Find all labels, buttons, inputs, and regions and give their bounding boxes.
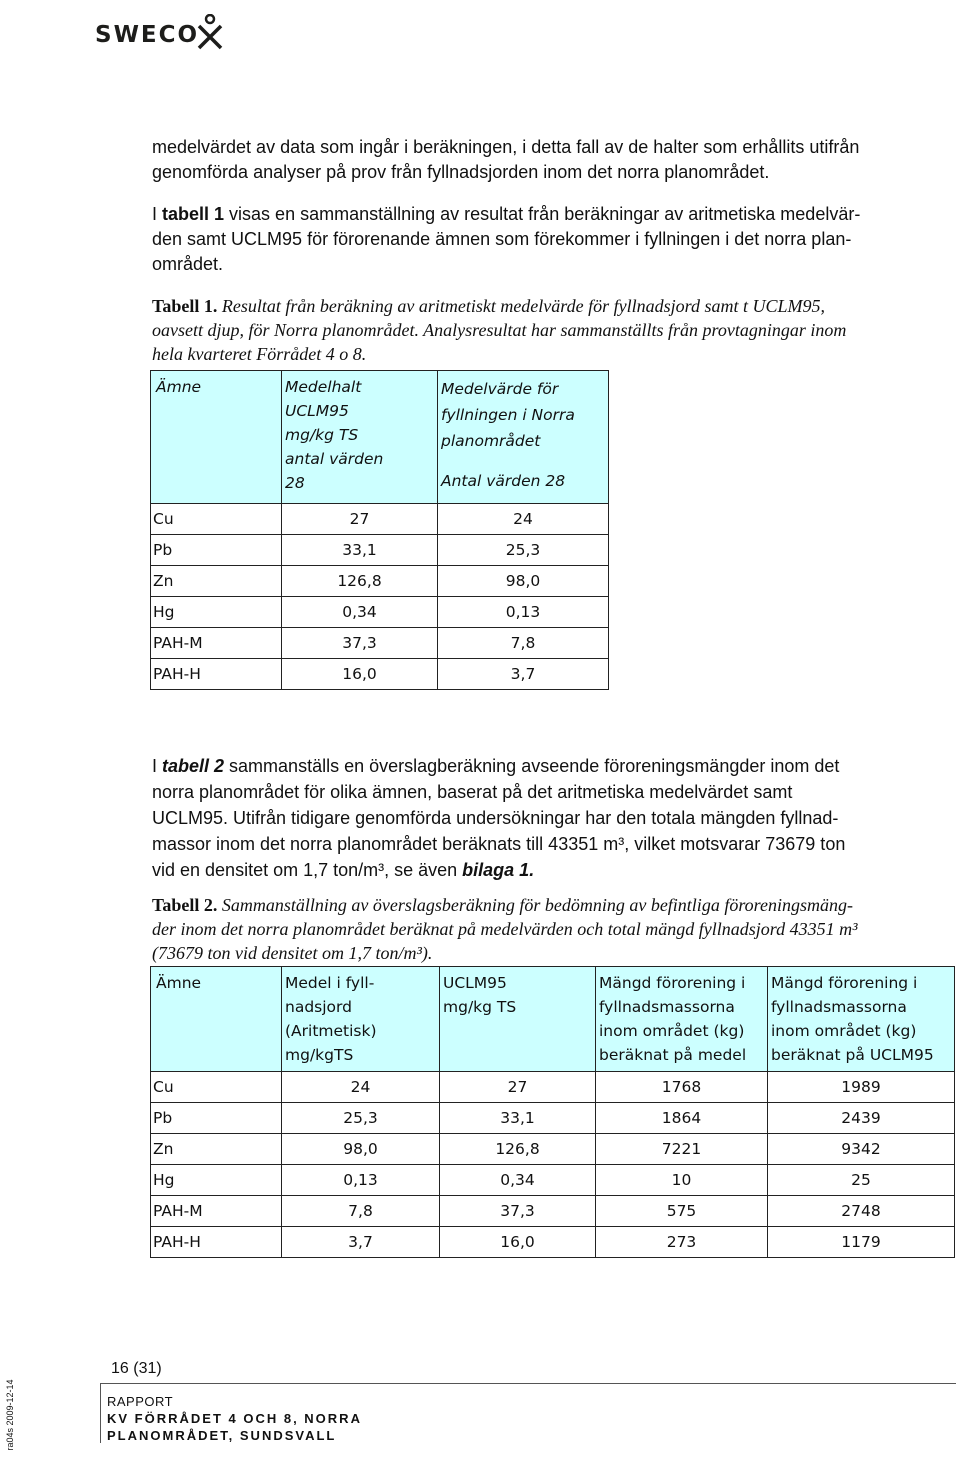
table-row: Zn 126,8 98,0	[151, 566, 609, 597]
sweco-logo	[95, 14, 235, 52]
table2-caption: Tabell 2. Sammanställning av överslagsberäkning för bedömning av befintliga föroreningsmäng- der inom det norra planområdet beräknat på medelvärden och total mängd fyllnadsjord 43351 m³ (73679 ton vid densitet om 1,7 ton/m³).	[152, 895, 858, 963]
table-row: Cu 27 24	[151, 504, 609, 535]
bilaga-reference: bilaga 1.	[462, 860, 535, 880]
text-line: medelvärdet av data som ingår i beräkningen, i detta fall av de halter som erhållits utifrån	[152, 137, 860, 157]
text-line: vid en densitet om 1,7 ton/m³, se även bilaga 1.	[152, 860, 535, 880]
header-mangd-uclm95: Mängd förorening i fyllnadsmassorna inom området (kg) beräknat på UCLM95	[771, 974, 934, 1064]
header-mangd-medel: Mängd förorening i fyllnadsmassorna inom området (kg) beräknat på medel	[599, 974, 747, 1064]
table1-caption: Tabell 1. Resultat från beräkning av aritmetiskt medelvärde för fyllnadsjord samt t UCLM95, oavsett djup, för Norra planområdet. Analysresultat har sammanställts från provtagningar inom hela kvarteret Förrådet 4 o 8.	[152, 296, 847, 364]
table-row: PAH-M 37,3 7,8	[151, 628, 609, 659]
table-row: Pb 33,1 25,3	[151, 535, 609, 566]
caption-label: Tabell 1.	[152, 296, 218, 316]
header-amne: Ämne	[156, 378, 202, 396]
table-row: Hg 0,13 0,34 10 25	[151, 1165, 955, 1196]
table1-reference: tabell 1	[162, 204, 225, 224]
table-row: Pb 25,3 33,1 1864 2439	[151, 1103, 955, 1134]
table-row: PAH-H 3,7 16,0 273 1179	[151, 1227, 955, 1258]
text-line: I tabell 1 visas en sammanställning av resultat från beräkningar av aritmetiska medelvär-	[152, 204, 861, 224]
footer-title-line2: PLANOMRÅDET, SUNDSVALL	[107, 1428, 337, 1443]
table1	[150, 370, 609, 690]
text-line: området.	[152, 254, 224, 274]
table-header-row	[151, 371, 609, 504]
page-number: 16 (31)	[111, 1360, 162, 1377]
table2	[150, 966, 955, 1258]
logo-text: SWECO	[95, 22, 200, 48]
table-row: Hg 0,34 0,13	[151, 597, 609, 628]
text-line: genomförda analyser på prov från fyllnadsjorden inom det norra planområdet.	[152, 162, 770, 182]
header-medelvarde: Medelvärde för fyllningen i Norra planområdet Antal värden 28	[441, 380, 575, 490]
table-row: Zn 98,0 126,8 7221 9342	[151, 1134, 955, 1165]
text-line: UCLM95. Utifrån tidigare genomförda undersökningar har den totala mängden fyllnad-	[152, 808, 839, 828]
header-uclm95: Medelhalt UCLM95 mg/kg TS antal värden 28	[285, 378, 384, 492]
text-line: I tabell 2 sammanställs en överslagberäkning avseende föroreningsmängder inom det	[152, 756, 840, 776]
table-row: PAH-M 7,8 37,3 575 2748	[151, 1196, 955, 1227]
footer-block	[107, 1393, 362, 1444]
caption-label: Tabell 2.	[152, 895, 218, 915]
footer-doc-type: RAPPORT	[107, 1394, 174, 1409]
table-row: PAH-H 16,0 3,7	[151, 659, 609, 690]
table-header-row	[151, 967, 955, 1072]
side-code: ra04s 2009-12-14	[5, 1379, 15, 1451]
footer-divider-vertical	[100, 1383, 101, 1443]
text-line: norra planområdet för olika ämnen, baserat på det aritmetiska medelvärdet samt	[152, 782, 793, 802]
text-line: massor inom det norra planområdet beräknats till 43351 m³, vilket motsvarar 73679 ton	[152, 834, 846, 854]
table2-reference: tabell 2	[162, 756, 225, 776]
table-row: Cu 24 27 1768 1989	[151, 1072, 955, 1103]
paragraph-table2-ref	[152, 753, 952, 883]
paragraph-table1-ref	[152, 202, 952, 277]
footer-divider	[100, 1383, 956, 1384]
paragraph-intro	[152, 135, 952, 185]
footer-title-line1: KV FÖRRÅDET 4 OCH 8, NORRA	[107, 1411, 362, 1426]
header-amne: Ämne	[156, 974, 202, 992]
sweco-star-icon	[195, 14, 225, 50]
header-medel: Medel i fyll- nadsjord (Aritmetisk) mg/kgTS	[285, 974, 377, 1064]
text-line: den samt UCLM95 för förorenande ämnen som förekommer i fyllningen i det norra plan-	[152, 229, 852, 249]
header-uclm95: UCLM95 mg/kg TS	[443, 974, 517, 1016]
